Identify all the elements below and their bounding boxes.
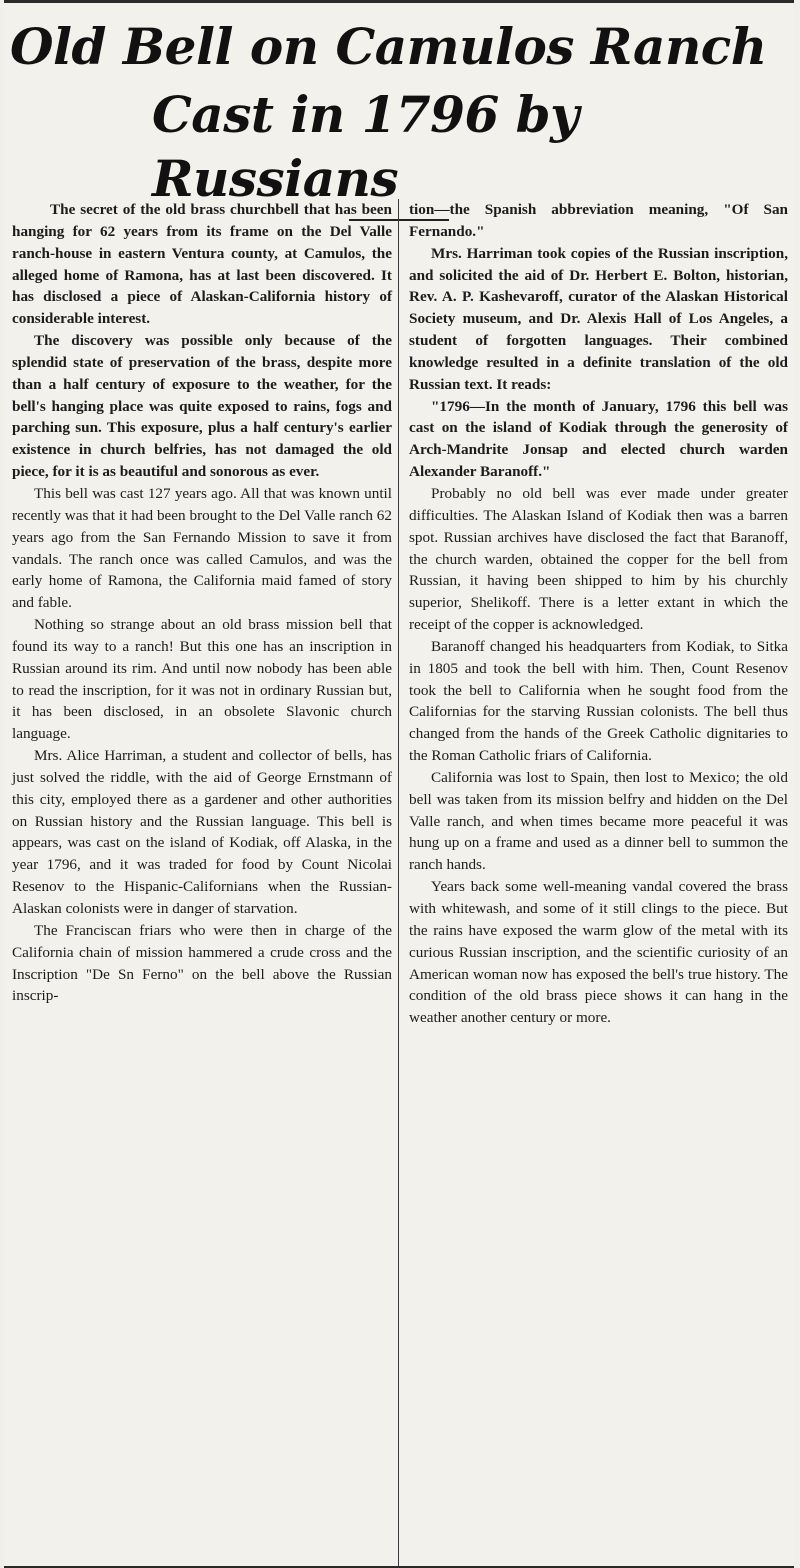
paragraph: Probably no old bell was ever made under greater difficulties. The Alaskan Island of Kodiak then was a barren spot. Russian archives have disclosed the fact that Baranoff, the church warden, obtained the copper for the bell from Russian, it having been shipped to him by his churchly superior, Shelikoff. There is a letter extant in which the receipt of the copper is acknowledged.	[409, 484, 788, 634]
paragraph: tion—the Spanish abbreviation meaning, "Of San Fernando."	[409, 201, 788, 240]
newspaper-clipping	[4, 0, 794, 1568]
paragraph: The secret of the old brass churchbell that has been hanging for 62 years from its frame on the Del Valle ranch-house in eastern Ventura county, at Camulos, the alleged home of Ramona, has at last been discovered. It has disclosed a piece of Alaskan-California history of considerable interest.	[12, 201, 392, 328]
paragraph: Baranoff changed his headquarters from Kodiak, to Sitka in 1805 and took the bell with him. Then, Count Resenov took the bell to California when he sought food from the Californias for the starving Russian colonists. The bell thus changed from the hands of the Greek Catholic dignitaries to the Roman Catholic friars of California.	[409, 637, 788, 765]
paragraph: California was lost to Spain, then lost to Mexico; the old bell was taken from its mission belfry and hidden on the Del Valle ranch, and when times became more peaceful it was hung up on a frame and used as a dinner bell to summon the ranch hands.	[409, 768, 788, 874]
paragraph: Years back some well-meaning vandal covered the brass with whitewash, and some of it still clings to the piece. But the rains have exposed the warm glow of the metal with its curious Russian inscription, and the scientific curiosity of an American woman now has exposed the bell's true history. The condition of the old brass piece shows it can hang in the weather another century or more.	[409, 878, 788, 1027]
paragraph: The discovery was possible only because of the splendid state of preservation of the brass, despite more than a half century of exposure to the weather, for the bell's hanging place was quite exposed to rains, fogs and parching sun. This exposure, plus a half century's earlier existence in church belfries, has not damaged the old piece, for it is as beautiful and sonorous as ever.	[12, 332, 392, 481]
paragraph: The Franciscan friars who were then in charge of the California chain of mission hammered a crude cross and the Inscription "De Sn Ferno" on the bell above the Russian inscrip-	[12, 921, 392, 1005]
column-right	[399, 199, 794, 1568]
article-body	[4, 199, 794, 1568]
headline-line-2: Cast in 1796 by Russians	[152, 85, 579, 208]
paragraph: "1796—In the month of January, 1796 this bell was cast on the island of Kodiak through the generosity of Arch-Mandrite Jonsap and elected church warden Alexander Baranoff."	[409, 397, 788, 481]
paragraph: Mrs. Harriman took copies of the Russian inscription, and solicited the aid of Dr. Herbert E. Bolton, historian, Rev. A. P. Kashevaroff, curator of the Alaskan Historical Society museum, and Dr. Alexis Hall of Los Angeles, a student of forgotten languages. Their combined knowledge resulted in a definite translation of the old Russian text. It reads:	[409, 244, 788, 393]
paragraph: Mrs. Alice Harriman, a student and collector of bells, has just solved the riddle, with the aid of George Ernstmann of this city, employed there as a gardener and other authorities on Russian history and the Russian language. This bell is appears, was cast on the island of Kodiak, off Alaska, in the year 1796, and it was traded for food by Count Nicolai Resenov to the Hispanic-Californians when the Russian-Alaskan colonists were in danger of starvation.	[12, 747, 392, 917]
paragraph: Nothing so strange about an old brass mission bell that found its way to a ranch! But this one has an inscription in Russian around its rim. And until now nobody has been able to read the inscription, for it was not in ordinary Russian but, it has been disclosed, in an obsolete Slavonic church language.	[12, 616, 392, 743]
paragraph: This bell was cast 127 years ago. All that was known until recently was that it had been brought to the Del Valle ranch 62 years ago from the San Fernando Mission to save it from vandals. The ranch once was called Camulos, and was the early home of Ramona, the California maid famed of story and fable.	[12, 484, 392, 612]
column-left	[4, 199, 399, 1568]
headline-line-1: Old Bell on Camulos Ranch	[10, 17, 767, 76]
